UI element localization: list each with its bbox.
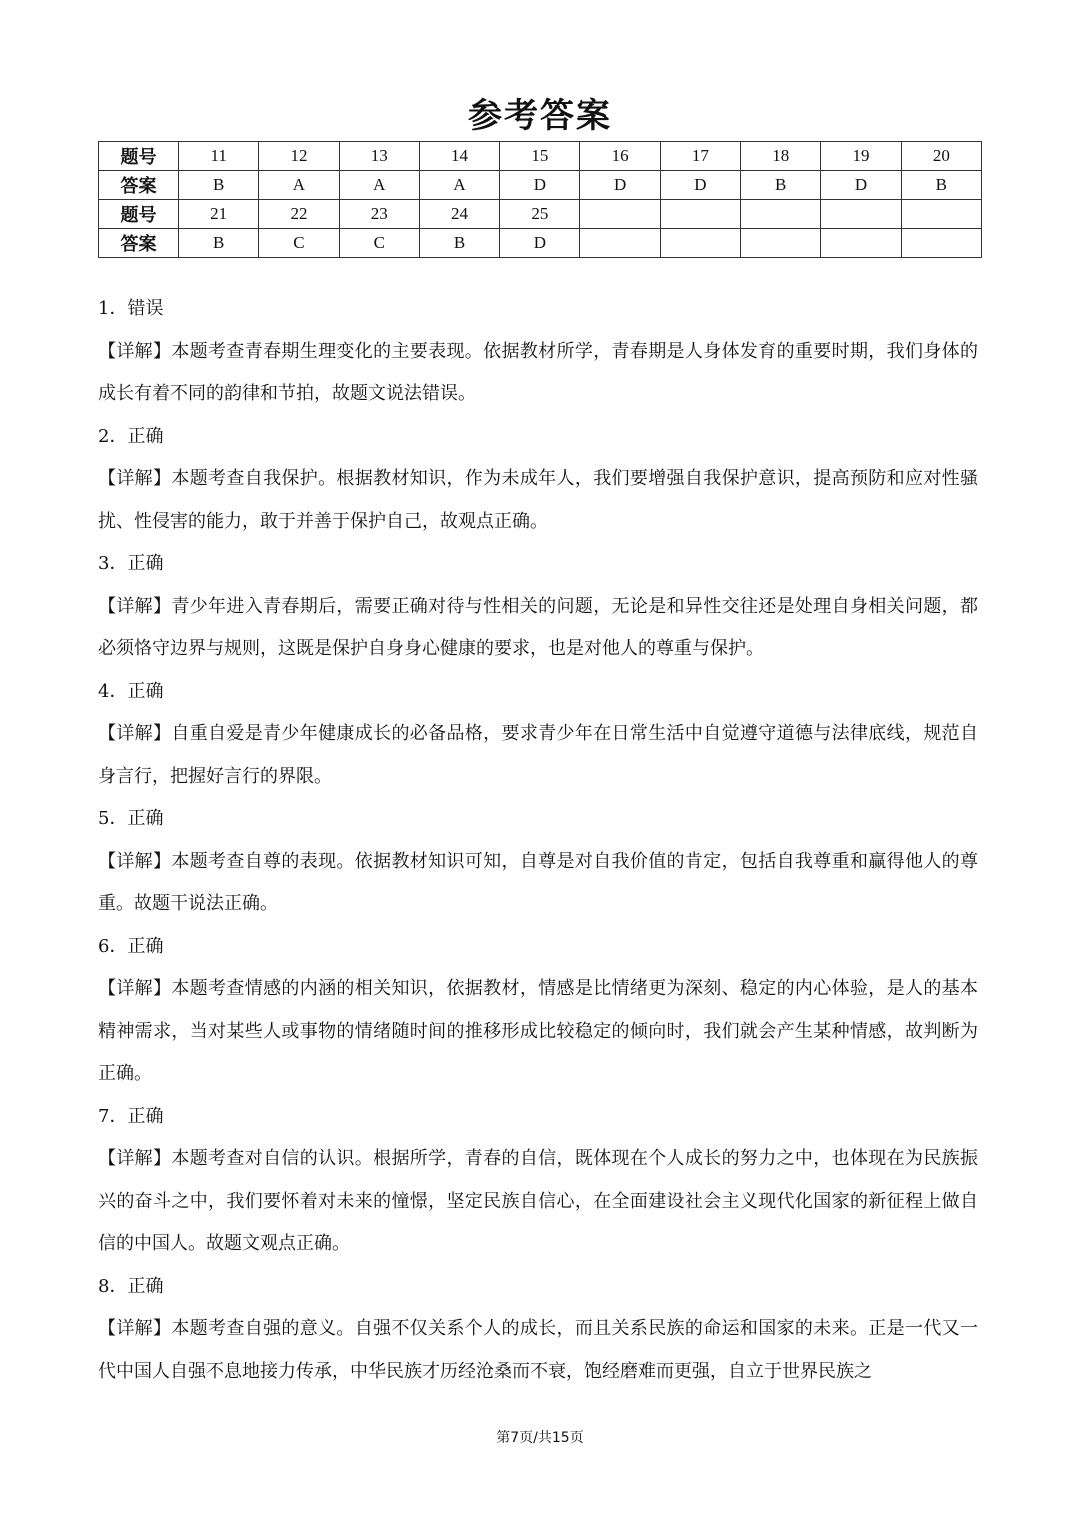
question-number-cell: 19 xyxy=(821,142,901,171)
page-title: 参考答案 xyxy=(468,96,612,136)
question-number-cell xyxy=(741,200,821,229)
answer-cell: A xyxy=(419,171,499,200)
question-number-cell xyxy=(821,200,901,229)
question-number-cell: 18 xyxy=(741,142,821,171)
item-detail: 【详解】本题考查情感的内涵的相关知识，依据教材，情感是比情绪更为深刻、稳定的内心体验，是人的基本精神需求，当对某些人或事物的情绪随时间的推移形成比较稳定的倾向时，我们就会产生某种情感，故判断为正确。 xyxy=(98,978,978,1084)
answer-cell xyxy=(580,229,660,258)
answer-label: 答案 xyxy=(99,229,179,258)
question-number-cell xyxy=(660,200,740,229)
question-number-cell xyxy=(901,200,981,229)
question-number-cell: 24 xyxy=(419,200,499,229)
answer-explanations xyxy=(98,288,978,1393)
answer-row xyxy=(99,229,982,258)
answer-cell: B xyxy=(901,171,981,200)
question-number-cell: 14 xyxy=(419,142,499,171)
question-number-cell: 21 xyxy=(179,200,259,229)
question-number-cell: 16 xyxy=(580,142,660,171)
item-number-verdict: 5．正确 xyxy=(98,808,164,829)
item-number-verdict: 1．错误 xyxy=(98,298,164,319)
item-detail: 【详解】自重自爱是青少年健康成长的必备品格，要求青少年在日常生活中自觉遵守道德与法律底线，规范自身言行，把握好言行的界限。 xyxy=(98,723,978,787)
answer-cell: C xyxy=(259,229,339,258)
answer-row xyxy=(99,171,982,200)
item-number-verdict: 6．正确 xyxy=(98,935,164,957)
answer-cell: A xyxy=(259,171,339,200)
item-detail: 【详解】本题考查对自信的认识。根据所学，青春的自信，既体现在个人成长的努力之中，也体现在为民族振兴的奋斗之中，我们要怀着对未来的憧憬，坚定民族自信心，在全面建设社会主义现代化国家的新征程上做自信的中国人。故题文观点正确。 xyxy=(98,1148,978,1254)
question-number-cell: 25 xyxy=(500,200,580,229)
answer-cell xyxy=(901,229,981,258)
answer-table xyxy=(98,141,982,258)
answer-cell: D xyxy=(500,229,580,258)
question-number-row xyxy=(99,142,982,171)
answer-cell: D xyxy=(500,171,580,200)
question-number-label: 题号 xyxy=(99,142,179,171)
item-number-verdict: 3．正确 xyxy=(98,553,164,574)
question-number-label: 题号 xyxy=(99,200,179,229)
question-number-cell: 23 xyxy=(339,200,419,229)
answer-cell xyxy=(821,229,901,258)
question-number-cell: 12 xyxy=(259,142,339,171)
answer-cell: B xyxy=(179,171,259,200)
answer-cell: D xyxy=(580,171,660,200)
answer-cell: D xyxy=(821,171,901,200)
item-number-verdict: 7．正确 xyxy=(98,1105,164,1127)
question-number-cell xyxy=(580,200,660,229)
item-number-verdict: 8．正确 xyxy=(98,1275,164,1297)
item-detail: 【详解】本题考查自尊的表现。依据教材知识可知，自尊是对自我价值的肯定，包括自我尊重和赢得他人的尊重。故题干说法正确。 xyxy=(98,850,978,914)
answer-cell: A xyxy=(339,171,419,200)
answer-cell: B xyxy=(179,229,259,258)
answer-cell xyxy=(660,229,740,258)
question-number-row xyxy=(99,200,982,229)
item-detail: 【详解】本题考查自我保护。根据教材知识，作为未成年人，我们要增强自我保护意识，提高预防和应对性骚扰、性侵害的能力，敢于并善于保护自己，故观点正确。 xyxy=(98,468,978,532)
question-number-cell: 13 xyxy=(339,142,419,171)
item-number-verdict: 2．正确 xyxy=(98,425,164,447)
item-detail: 【详解】本题考查青春期生理变化的主要表现。依据教材所学，青春期是人身体发育的重要时期，我们身体的成长有着不同的韵律和节拍，故题文说法错误。 xyxy=(98,340,978,404)
answer-cell: B xyxy=(741,171,821,200)
page-footer: 第7页/共15页 xyxy=(496,1430,584,1446)
question-number-cell: 20 xyxy=(901,142,981,171)
question-number-cell: 22 xyxy=(259,200,339,229)
answer-cell: C xyxy=(339,229,419,258)
question-number-cell: 11 xyxy=(179,142,259,171)
answer-cell: D xyxy=(660,171,740,200)
answer-cell xyxy=(741,229,821,258)
answer-label: 答案 xyxy=(99,171,179,200)
question-number-cell: 17 xyxy=(660,142,740,171)
item-number-verdict: 4．正确 xyxy=(98,680,164,702)
item-detail: 【详解】本题考查自强的意义。自强不仅关系个人的成长，而且关系民族的命运和国家的未来。正是一代又一代中国人自强不息地接力传承，中华民族才历经沧桑而不衰，饱经磨难而更强，自立于世界民族之 xyxy=(98,1318,978,1382)
question-number-cell: 15 xyxy=(500,142,580,171)
answer-cell: B xyxy=(419,229,499,258)
item-detail: 【详解】青少年进入青春期后，需要正确对待与性相关的问题，无论是和异性交往还是处理自身相关问题，都必须恪守边界与规则，这既是保护自身身心健康的要求，也是对他人的尊重与保护。 xyxy=(98,595,978,659)
